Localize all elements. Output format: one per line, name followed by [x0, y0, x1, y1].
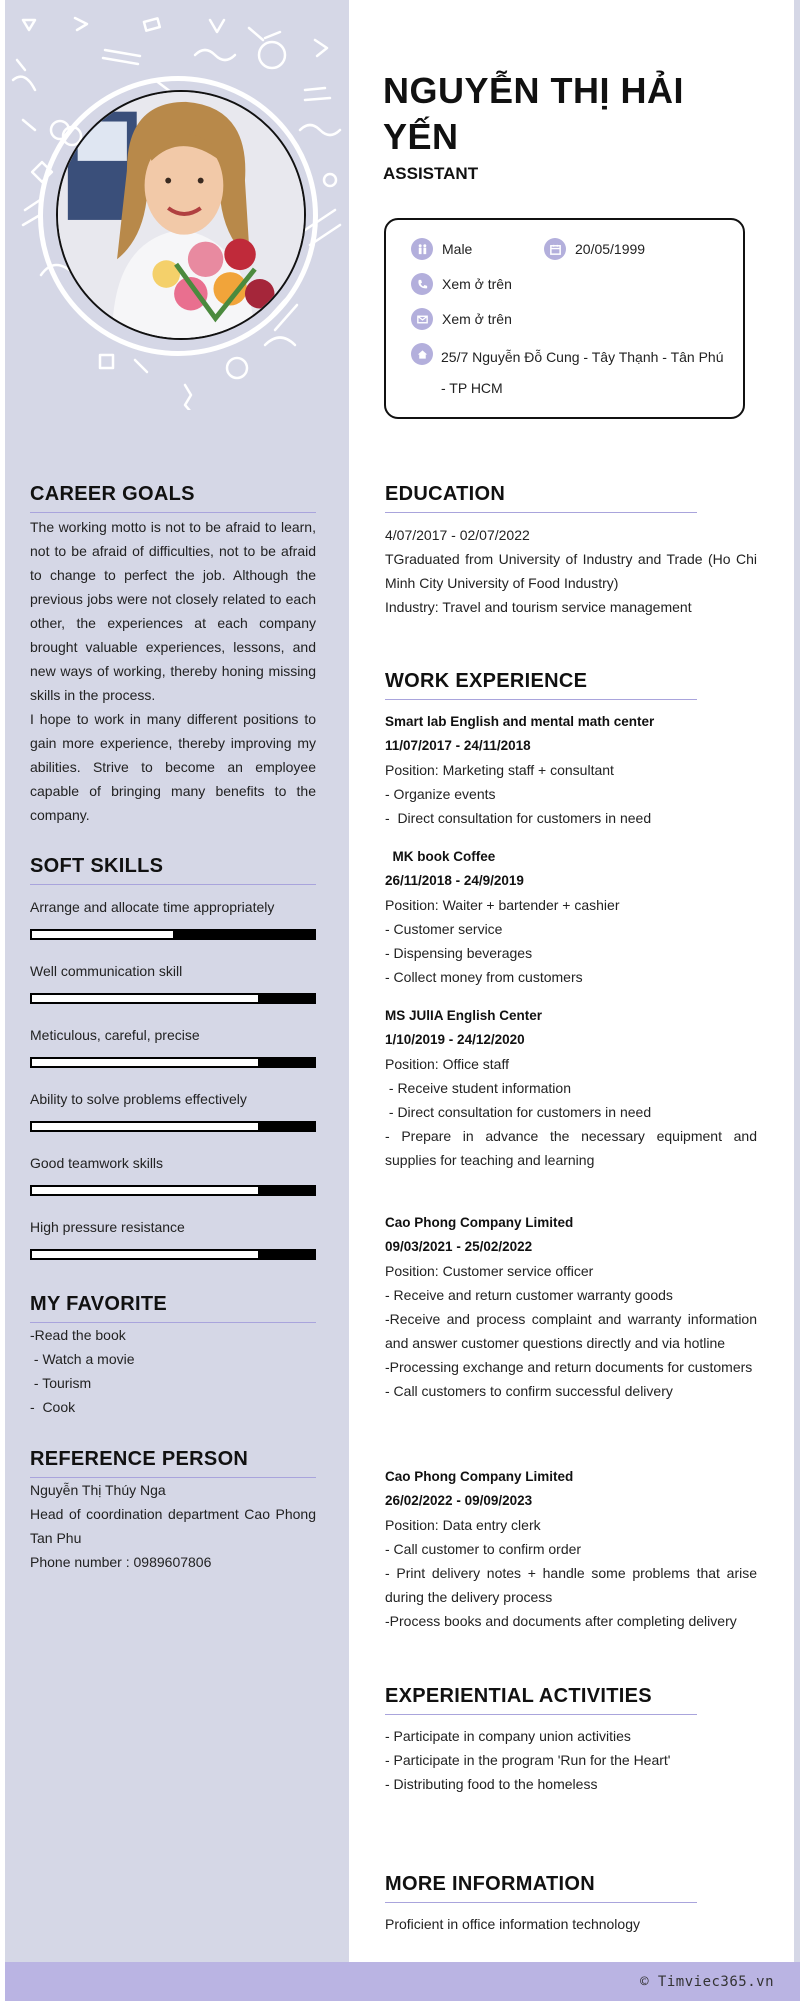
job-duty: - Receive and return customer warranty goods	[385, 1287, 673, 1303]
gender-row	[411, 238, 472, 260]
soft-skills-divider	[30, 884, 316, 885]
gender-value: Male	[442, 241, 473, 257]
more-info-text: Proficient in office information technology	[385, 1916, 640, 1932]
skill-label: Ability to solve problems effectively	[30, 1091, 247, 1107]
calendar-icon	[544, 238, 566, 260]
footer-watermark: © Timviec365.vn	[640, 1974, 774, 1990]
job-title: ASSISTANT	[383, 164, 479, 183]
education-divider	[385, 512, 697, 513]
skill-bar	[30, 993, 316, 1004]
job-company: MS JUlIA English Center	[385, 1008, 543, 1023]
address-row	[411, 343, 442, 365]
phone-row	[411, 273, 512, 295]
more-info-divider	[385, 1902, 697, 1903]
activity-item: - Participate in company union activities	[385, 1728, 631, 1744]
address-value: 25/7 Nguyễn Đỗ Cung - Tây Thạnh - Tân Phú - TP HCM	[441, 349, 724, 396]
job-entry	[385, 1465, 757, 1633]
home-icon	[411, 343, 433, 365]
job-duty: - Direct consultation for customers in need	[385, 810, 652, 826]
favorite-item: -Read the book	[30, 1327, 126, 1343]
job-duty: - Direct consultation for customers in need	[385, 1104, 652, 1120]
contact-box	[384, 218, 745, 419]
activity-item: - Participate in the program 'Run for the Heart'	[385, 1752, 671, 1768]
job-position: Position: Marketing staff + consultant	[385, 762, 614, 778]
job-duty: - Prepare in advance the necessary equipment and supplies for teaching and learning	[385, 1128, 757, 1168]
skill-bar	[30, 929, 316, 940]
birthday-row	[544, 238, 645, 260]
skill-label: High pressure resistance	[30, 1219, 185, 1235]
phone-icon	[411, 273, 433, 295]
candidate-name: NGUYỄN THỊ HẢI YẾN	[383, 70, 685, 157]
job-dates: 26/11/2018 - 24/9/2019	[385, 873, 524, 888]
skill-bar-fill	[32, 1123, 258, 1130]
job-entry	[385, 1004, 757, 1172]
job-position: Position: Customer service officer	[385, 1263, 594, 1279]
skill-label: Good teamwork skills	[30, 1155, 164, 1171]
job-company: MK book Coffee	[385, 849, 496, 864]
career-goals-text: The working motto is not to be afraid to learn, not to be afraid of difficulties, not to be afraid to change to perfect the job. Although the previous jobs were not closely related to each other, the experiences at each company brought valuable experiences, lessons, and new ways of working, thereby honing missing skills in the process.	[30, 519, 316, 703]
skill-label: Well communication skill	[30, 963, 183, 979]
job-dates: 09/03/2021 - 25/02/2022	[385, 1239, 533, 1254]
work-experience-divider	[385, 699, 697, 700]
favorite-item: - Cook	[30, 1399, 76, 1415]
job-entry	[385, 845, 757, 989]
job-duty: - Print delivery notes + handle some problems that arise during the delivery process	[385, 1565, 757, 1605]
more-info-title: MORE INFORMATION	[385, 1873, 595, 1895]
job-entry	[385, 710, 757, 830]
favorite-item: - Tourism	[30, 1375, 92, 1391]
job-position: Position: Office staff	[385, 1056, 509, 1072]
job-dates: 26/02/2022 - 09/09/2023	[385, 1493, 533, 1508]
job-company: Cao Phong Company Limited	[385, 1215, 574, 1230]
education-title: EDUCATION	[385, 483, 506, 505]
activities-title: EXPERIENTIAL ACTIVITIES	[385, 1685, 652, 1707]
email-row	[411, 308, 512, 330]
job-duty: -Receive and process complaint and warranty information and answer customer questions directly and via hotline	[385, 1311, 757, 1351]
career-goals-text-2: I hope to work in many different positions to gain more experience, thereby improving my abilities. Strive to become an employee capable of bringing many benefits to the company.	[30, 711, 316, 823]
job-duty: - Dispensing beverages	[385, 945, 533, 961]
education-school: TGraduated from University of Industry and Trade (Ho Chi Minh City University of Food Industry)	[385, 551, 757, 591]
education-major: Industry: Travel and tourism service management	[385, 599, 692, 615]
soft-skills-title: SOFT SKILLS	[30, 855, 164, 877]
skill-label: Meticulous, careful, precise	[30, 1027, 200, 1043]
job-duty: - Collect money from customers	[385, 969, 583, 985]
phone-value: Xem ở trên	[442, 276, 512, 292]
reference-name: Nguyễn Thị Thúy Nga	[30, 1482, 166, 1498]
skill-bar-fill	[32, 1059, 258, 1066]
reference-title: REFERENCE PERSON	[30, 1448, 249, 1470]
job-duty: - Call customers to confirm successful delivery	[385, 1383, 673, 1399]
gender-icon	[411, 238, 433, 260]
job-duty: -Process books and documents after completing delivery	[385, 1613, 737, 1629]
skill-bar-fill	[32, 931, 173, 938]
favorite-item: - Watch a movie	[30, 1351, 135, 1367]
activity-item: - Distributing food to the homeless	[385, 1776, 598, 1792]
my-favorite-title: MY FAVORITE	[30, 1293, 168, 1315]
skill-bar	[30, 1057, 316, 1068]
skill-bar	[30, 1249, 316, 1260]
career-goals-divider	[30, 512, 316, 513]
career-goals-title: CAREER GOALS	[30, 483, 195, 505]
job-dates: 1/10/2019 - 24/12/2020	[385, 1032, 525, 1047]
job-duty: - Organize events	[385, 786, 496, 802]
reference-phone: Phone number : 0989607806	[30, 1554, 212, 1570]
email-icon	[411, 308, 433, 330]
skill-bar-fill	[32, 1251, 258, 1258]
skill-bar-fill	[32, 1187, 258, 1194]
job-duty: -Processing exchange and return documents for customers	[385, 1359, 753, 1375]
right-margin	[794, 0, 800, 1962]
profile-photo-illustration	[58, 92, 304, 338]
profile-photo	[56, 90, 306, 340]
education-dates: 4/07/2017 - 02/07/2022	[385, 527, 530, 543]
reference-role: Head of coordination department Cao Phong Tan Phu	[30, 1506, 316, 1546]
job-entry	[385, 1211, 757, 1403]
birthday-value: 20/05/1999	[575, 241, 646, 257]
skill-bar	[30, 1185, 316, 1196]
job-position: Position: Data entry clerk	[385, 1517, 541, 1533]
footer-bar	[5, 1962, 800, 2001]
work-experience-title: WORK EXPERIENCE	[385, 670, 588, 692]
job-company: Cao Phong Company Limited	[385, 1469, 574, 1484]
skill-bar-fill	[32, 995, 258, 1002]
job-position: Position: Waiter + bartender + cashier	[385, 897, 620, 913]
job-duty: - Call customer to confirm order	[385, 1541, 582, 1557]
job-dates: 11/07/2017 - 24/11/2018	[385, 738, 531, 753]
skill-label: Arrange and allocate time appropriately	[30, 899, 275, 915]
activities-divider	[385, 1714, 697, 1715]
job-duty: - Receive student information	[385, 1080, 571, 1096]
email-value: Xem ở trên	[442, 311, 512, 327]
job-company: Smart lab English and mental math center	[385, 714, 655, 729]
job-duty: - Customer service	[385, 921, 503, 937]
skill-bar	[30, 1121, 316, 1132]
